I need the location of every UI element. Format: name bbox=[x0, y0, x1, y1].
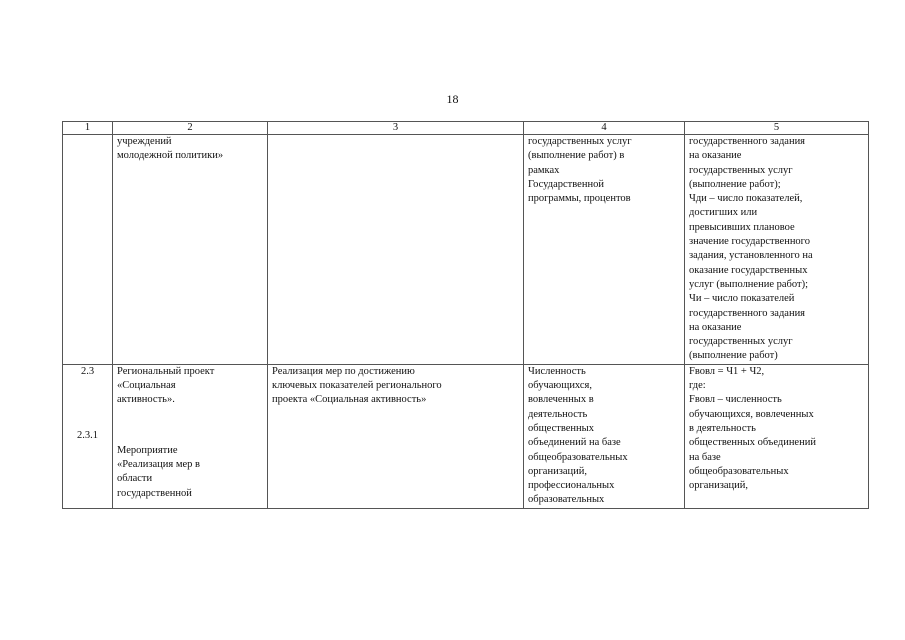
indicator-cell bbox=[524, 135, 685, 365]
row-number-cell bbox=[63, 135, 113, 365]
formula-cell bbox=[685, 364, 869, 508]
content-cell bbox=[268, 364, 524, 508]
document-table bbox=[62, 121, 869, 509]
indicator-cell bbox=[524, 364, 685, 508]
column-header-3: 3 bbox=[268, 122, 524, 135]
column-header-5: 5 bbox=[685, 122, 869, 135]
table-row bbox=[63, 135, 869, 365]
indicator-text: государственных услуг (выполнение работ) в рамках Государственной программы, процентов bbox=[528, 136, 632, 205]
column-header-4: 4 bbox=[524, 122, 685, 135]
column-header-1: 1 bbox=[63, 122, 113, 135]
formula-text: Fвовл = Ч1 + Ч2, где: Fвовл – численность обучающихся, вовлеченных в деятельность общественных объединений на базе общеобразовательных организаций, bbox=[689, 365, 816, 492]
indicator-text: Численность обучающихся, вовлеченных в деятельность общественных объединений на базе общеобразовательных организаций, профессиональных образовательных bbox=[528, 365, 628, 506]
formula-text: государственного задания на оказание государственных услуг (выполнение работ); Чди – число показателей, достигших или превысивших плановое значение государственного задания, установленного на оказание государственных услуг (выполнение работ); Чи – число показателей государственного задания на оказание государственных услуг (выполнение работ) bbox=[689, 136, 813, 362]
row-number-2-3-1: 2.3.1 bbox=[77, 430, 98, 442]
name-text: учреждений молодежной политики» bbox=[117, 136, 224, 162]
column-header-2: 2 bbox=[113, 122, 268, 135]
row-number-2-3: 2.3 bbox=[80, 365, 95, 377]
name-cell bbox=[113, 135, 268, 365]
table-row bbox=[63, 364, 869, 508]
content-cell bbox=[268, 135, 524, 365]
row-number-cell bbox=[63, 364, 113, 508]
formula-cell bbox=[685, 135, 869, 365]
content-text: Реализация мер по достижению ключевых показателей регионального проекта «Социальная активность» bbox=[272, 365, 442, 406]
name-cell bbox=[113, 364, 268, 508]
table-header-row bbox=[63, 122, 869, 135]
project-name-text: Региональный проект «Социальная активность». bbox=[117, 365, 215, 406]
activity-name-text: Мероприятие «Реализация мер в области государственной bbox=[117, 444, 200, 499]
page-number: 18 bbox=[446, 92, 459, 106]
